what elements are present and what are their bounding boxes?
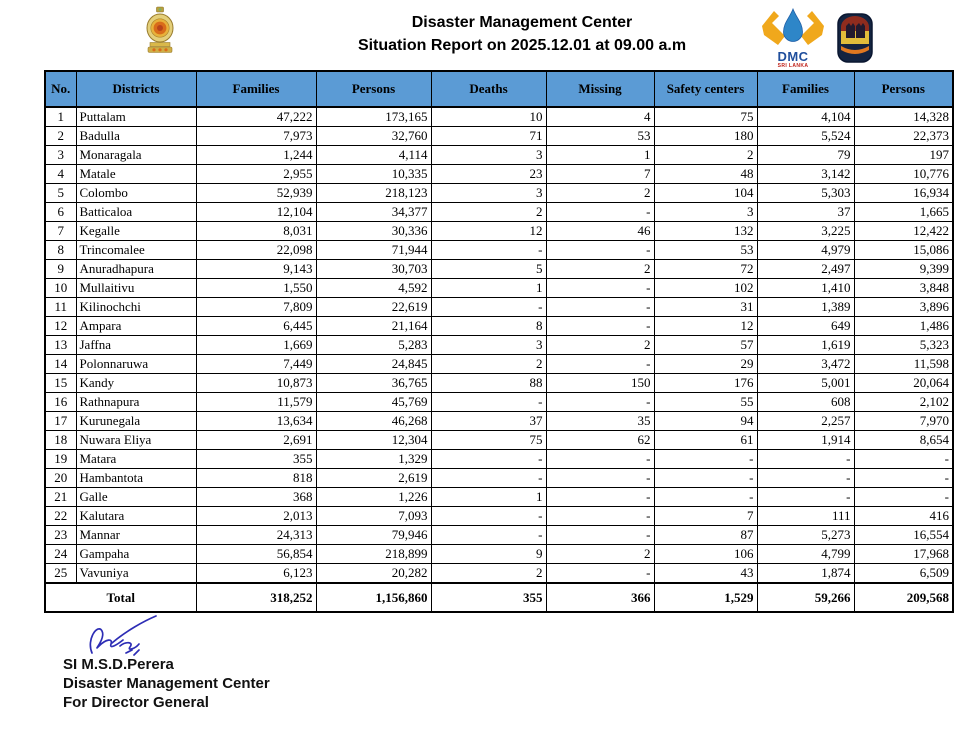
- cell-value: -: [654, 469, 757, 488]
- cell-row-number: 2: [45, 127, 76, 146]
- cell-value: 1,226: [316, 488, 431, 507]
- cell-value: 29: [654, 355, 757, 374]
- report-title: [358, 11, 686, 57]
- table-row: [45, 564, 953, 584]
- cell-value: 43: [654, 564, 757, 584]
- cell-value: 2: [431, 203, 546, 222]
- table-row: [45, 393, 953, 412]
- signature-block: [63, 655, 270, 712]
- cell-value: 7,449: [196, 355, 316, 374]
- cell-value: 10,335: [316, 165, 431, 184]
- cell-row-number: 10: [45, 279, 76, 298]
- total-persons-safe: 209,568: [854, 583, 953, 612]
- cell-district: Monaragala: [76, 146, 196, 165]
- cell-value: 47,222: [196, 107, 316, 127]
- cell-value: 22,373: [854, 127, 953, 146]
- cell-district: Matale: [76, 165, 196, 184]
- table-row: [45, 488, 953, 507]
- cell-value: 12,104: [196, 203, 316, 222]
- cell-row-number: 11: [45, 298, 76, 317]
- cell-value: 197: [854, 146, 953, 165]
- cell-value: 46,268: [316, 412, 431, 431]
- table-row: [45, 260, 953, 279]
- cell-value: -: [854, 488, 953, 507]
- cell-district: Matara: [76, 450, 196, 469]
- cell-value: 20,064: [854, 374, 953, 393]
- cell-value: 3: [654, 203, 757, 222]
- cell-value: 1,329: [316, 450, 431, 469]
- cell-value: 102: [654, 279, 757, 298]
- cell-value: -: [757, 469, 854, 488]
- cell-value: 9,399: [854, 260, 953, 279]
- cell-value: 2,955: [196, 165, 316, 184]
- cell-row-number: 8: [45, 241, 76, 260]
- cell-value: 3,225: [757, 222, 854, 241]
- cell-value: 35: [546, 412, 654, 431]
- cell-value: 2,102: [854, 393, 953, 412]
- cell-value: 8: [431, 317, 546, 336]
- cell-value: 1,550: [196, 279, 316, 298]
- cell-value: 150: [546, 374, 654, 393]
- cell-value: 14,328: [854, 107, 953, 127]
- cell-value: 56,854: [196, 545, 316, 564]
- dmc-hands-drop-icon: [760, 8, 826, 46]
- cell-value: 94: [654, 412, 757, 431]
- cell-district: Kegalle: [76, 222, 196, 241]
- column-header-districts-1: Districts: [76, 71, 196, 107]
- cell-value: 5,001: [757, 374, 854, 393]
- cell-row-number: 4: [45, 165, 76, 184]
- cell-value: 7,809: [196, 298, 316, 317]
- cell-row-number: 6: [45, 203, 76, 222]
- cell-value: 1,874: [757, 564, 854, 584]
- cell-value: 22,619: [316, 298, 431, 317]
- cell-value: 88: [431, 374, 546, 393]
- cell-district: Colombo: [76, 184, 196, 203]
- table-row: [45, 317, 953, 336]
- cell-district: Jaffna: [76, 336, 196, 355]
- column-header-families-7: Families: [757, 71, 854, 107]
- cell-district: Puttalam: [76, 107, 196, 127]
- cell-value: 10: [431, 107, 546, 127]
- cell-value: -: [546, 298, 654, 317]
- cell-value: 12: [654, 317, 757, 336]
- cell-row-number: 12: [45, 317, 76, 336]
- cell-value: 71: [431, 127, 546, 146]
- cell-district: Rathnapura: [76, 393, 196, 412]
- table-row: [45, 469, 953, 488]
- cell-value: 7: [654, 507, 757, 526]
- table-total-row: [45, 583, 953, 612]
- cell-value: 1: [546, 146, 654, 165]
- cell-value: -: [546, 526, 654, 545]
- cell-value: 2,619: [316, 469, 431, 488]
- cell-district: Badulla: [76, 127, 196, 146]
- cell-row-number: 21: [45, 488, 76, 507]
- cell-value: 5,303: [757, 184, 854, 203]
- table-row: [45, 222, 953, 241]
- cell-value: 2: [654, 146, 757, 165]
- cell-value: 180: [654, 127, 757, 146]
- table-header-row: [45, 71, 953, 107]
- column-header-missing-5: Missing: [546, 71, 654, 107]
- cell-value: -: [546, 355, 654, 374]
- cell-value: 2: [546, 260, 654, 279]
- cell-value: 30,703: [316, 260, 431, 279]
- cell-value: 7: [546, 165, 654, 184]
- cell-value: 6,123: [196, 564, 316, 584]
- cell-value: 7,970: [854, 412, 953, 431]
- cell-value: 31: [654, 298, 757, 317]
- cell-value: -: [654, 450, 757, 469]
- cell-value: 12: [431, 222, 546, 241]
- cell-value: -: [546, 564, 654, 584]
- cell-value: -: [654, 488, 757, 507]
- cell-value: 17,968: [854, 545, 953, 564]
- cell-district: Kilinochchi: [76, 298, 196, 317]
- cell-value: 57: [654, 336, 757, 355]
- cell-value: 12,422: [854, 222, 953, 241]
- cell-value: 1,665: [854, 203, 953, 222]
- cell-value: 45,769: [316, 393, 431, 412]
- cell-district: Vavuniya: [76, 564, 196, 584]
- cell-value: 4,799: [757, 545, 854, 564]
- cell-district: Kurunegala: [76, 412, 196, 431]
- cell-value: 173,165: [316, 107, 431, 127]
- cell-row-number: 17: [45, 412, 76, 431]
- cell-value: 61: [654, 431, 757, 450]
- total-families: 318,252: [196, 583, 316, 612]
- cell-value: 2,013: [196, 507, 316, 526]
- cell-row-number: 1: [45, 107, 76, 127]
- table-row: [45, 165, 953, 184]
- table-row: [45, 336, 953, 355]
- column-header-persons-8: Persons: [854, 71, 953, 107]
- cell-value: -: [431, 469, 546, 488]
- situation-report-table: [44, 70, 954, 613]
- cell-district: Hambantota: [76, 469, 196, 488]
- cell-value: 106: [654, 545, 757, 564]
- cell-value: 9,143: [196, 260, 316, 279]
- cell-value: 2,497: [757, 260, 854, 279]
- signatory-role: For Director General: [63, 694, 209, 711]
- total-label: Total: [45, 583, 196, 612]
- cell-value: -: [431, 450, 546, 469]
- cell-value: 1,486: [854, 317, 953, 336]
- table-row: [45, 450, 953, 469]
- column-header-families-2: Families: [196, 71, 316, 107]
- cell-row-number: 18: [45, 431, 76, 450]
- ministry-crest-icon: [837, 13, 873, 63]
- cell-value: 75: [654, 107, 757, 127]
- cell-value: 2: [546, 545, 654, 564]
- column-header-deaths-4: Deaths: [431, 71, 546, 107]
- cell-value: 2: [546, 184, 654, 203]
- cell-value: 16,934: [854, 184, 953, 203]
- cell-value: 818: [196, 469, 316, 488]
- dmc-logo: [757, 8, 829, 69]
- cell-value: 24,845: [316, 355, 431, 374]
- cell-value: 2,257: [757, 412, 854, 431]
- cell-row-number: 14: [45, 355, 76, 374]
- table-row: [45, 355, 953, 374]
- table-row: [45, 107, 953, 127]
- cell-value: 1: [431, 279, 546, 298]
- cell-value: 3: [431, 184, 546, 203]
- cell-value: 79: [757, 146, 854, 165]
- cell-value: 176: [654, 374, 757, 393]
- cell-row-number: 13: [45, 336, 76, 355]
- cell-value: 1,410: [757, 279, 854, 298]
- cell-value: -: [431, 393, 546, 412]
- dmc-logo-abbr: DMC: [777, 49, 809, 64]
- cell-value: 11,598: [854, 355, 953, 374]
- table-row: [45, 279, 953, 298]
- table-row: [45, 412, 953, 431]
- table-row: [45, 184, 953, 203]
- cell-district: Batticaloa: [76, 203, 196, 222]
- cell-value: 608: [757, 393, 854, 412]
- title-line2: Situation Report on 2025.12.01 at 09.00 a.m: [357, 37, 687, 54]
- cell-district: Galle: [76, 488, 196, 507]
- cell-value: 53: [654, 241, 757, 260]
- cell-value: 1,914: [757, 431, 854, 450]
- cell-district: Trincomalee: [76, 241, 196, 260]
- cell-value: 2,691: [196, 431, 316, 450]
- cell-value: 4,114: [316, 146, 431, 165]
- cell-value: 37: [757, 203, 854, 222]
- cell-value: -: [757, 488, 854, 507]
- cell-value: -: [757, 450, 854, 469]
- cell-row-number: 20: [45, 469, 76, 488]
- title-line1: Disaster Management Center: [411, 14, 633, 31]
- cell-value: -: [546, 488, 654, 507]
- cell-row-number: 7: [45, 222, 76, 241]
- cell-value: 416: [854, 507, 953, 526]
- cell-value: -: [431, 526, 546, 545]
- cell-district: Nuwara Eliya: [76, 431, 196, 450]
- cell-district: Anuradhapura: [76, 260, 196, 279]
- cell-district: Polonnaruwa: [76, 355, 196, 374]
- cell-value: 7,973: [196, 127, 316, 146]
- cell-value: 111: [757, 507, 854, 526]
- cell-value: 53: [546, 127, 654, 146]
- cell-value: -: [546, 203, 654, 222]
- cell-row-number: 3: [45, 146, 76, 165]
- column-header-no--0: No.: [45, 71, 76, 107]
- cell-district: Ampara: [76, 317, 196, 336]
- cell-value: 8,654: [854, 431, 953, 450]
- cell-value: -: [431, 507, 546, 526]
- total-persons: 1,156,860: [316, 583, 431, 612]
- cell-value: -: [431, 298, 546, 317]
- cell-row-number: 16: [45, 393, 76, 412]
- cell-value: 11,579: [196, 393, 316, 412]
- cell-value: 75: [431, 431, 546, 450]
- cell-value: 24,313: [196, 526, 316, 545]
- cell-value: 36,765: [316, 374, 431, 393]
- cell-district: Mullaitivu: [76, 279, 196, 298]
- cell-district: Kalutara: [76, 507, 196, 526]
- cell-value: 104: [654, 184, 757, 203]
- table-row: [45, 526, 953, 545]
- cell-value: 20,282: [316, 564, 431, 584]
- total-safety-centers: 1,529: [654, 583, 757, 612]
- cell-row-number: 24: [45, 545, 76, 564]
- cell-value: 5,283: [316, 336, 431, 355]
- cell-value: 649: [757, 317, 854, 336]
- cell-value: -: [854, 450, 953, 469]
- column-header-persons-3: Persons: [316, 71, 431, 107]
- cell-value: -: [546, 393, 654, 412]
- table-row: [45, 241, 953, 260]
- cell-value: 2: [431, 355, 546, 374]
- column-header-safety-centers-6: Safety centers: [654, 71, 757, 107]
- cell-value: 5,323: [854, 336, 953, 355]
- cell-value: 3,848: [854, 279, 953, 298]
- cell-value: 4,104: [757, 107, 854, 127]
- table-row: [45, 127, 953, 146]
- cell-value: 9: [431, 545, 546, 564]
- table-row: [45, 146, 953, 165]
- cell-value: 4,592: [316, 279, 431, 298]
- cell-value: 23: [431, 165, 546, 184]
- cell-value: 79,946: [316, 526, 431, 545]
- cell-row-number: 5: [45, 184, 76, 203]
- cell-value: -: [546, 469, 654, 488]
- cell-district: Kandy: [76, 374, 196, 393]
- cell-row-number: 22: [45, 507, 76, 526]
- cell-value: -: [546, 241, 654, 260]
- cell-value: 15,086: [854, 241, 953, 260]
- cell-value: 218,123: [316, 184, 431, 203]
- cell-value: 12,304: [316, 431, 431, 450]
- cell-value: 16,554: [854, 526, 953, 545]
- signatory-org: Disaster Management Center: [63, 675, 270, 692]
- cell-value: 1,669: [196, 336, 316, 355]
- cell-value: 2: [546, 336, 654, 355]
- table-row: [45, 431, 953, 450]
- cell-row-number: 15: [45, 374, 76, 393]
- cell-value: 87: [654, 526, 757, 545]
- cell-value: 34,377: [316, 203, 431, 222]
- cell-value: 3: [431, 336, 546, 355]
- cell-value: 5,273: [757, 526, 854, 545]
- table-row: [45, 203, 953, 222]
- cell-value: 3: [431, 146, 546, 165]
- cell-district: Mannar: [76, 526, 196, 545]
- cell-value: 1,389: [757, 298, 854, 317]
- cell-value: 368: [196, 488, 316, 507]
- cell-row-number: 25: [45, 564, 76, 584]
- total-deaths: 355: [431, 583, 546, 612]
- cell-value: 5,524: [757, 127, 854, 146]
- cell-value: -: [546, 279, 654, 298]
- cell-value: -: [431, 241, 546, 260]
- dmc-logo-subtitle: SRI LANKA: [777, 63, 809, 69]
- cell-row-number: 19: [45, 450, 76, 469]
- cell-value: 8,031: [196, 222, 316, 241]
- cell-value: 132: [654, 222, 757, 241]
- cell-value: 3,896: [854, 298, 953, 317]
- cell-value: 1,244: [196, 146, 316, 165]
- table-row: [45, 545, 953, 564]
- cell-row-number: 9: [45, 260, 76, 279]
- total-families-safe: 59,266: [757, 583, 854, 612]
- cell-value: 62: [546, 431, 654, 450]
- signatory-name: SI M.S.D.Perera: [63, 656, 174, 673]
- cell-value: 5: [431, 260, 546, 279]
- cell-value: 55: [654, 393, 757, 412]
- cell-value: 3,472: [757, 355, 854, 374]
- cell-value: 10,873: [196, 374, 316, 393]
- cell-value: 52,939: [196, 184, 316, 203]
- cell-value: 22,098: [196, 241, 316, 260]
- cell-value: -: [854, 469, 953, 488]
- cell-value: 1,619: [757, 336, 854, 355]
- cell-value: 3,142: [757, 165, 854, 184]
- table-body: [45, 107, 953, 583]
- cell-value: 355: [196, 450, 316, 469]
- sri-lanka-emblem-icon: [144, 6, 176, 54]
- cell-value: 46: [546, 222, 654, 241]
- cell-value: 10,776: [854, 165, 953, 184]
- cell-value: 71,944: [316, 241, 431, 260]
- cell-value: 218,899: [316, 545, 431, 564]
- cell-value: 6,445: [196, 317, 316, 336]
- cell-value: 13,634: [196, 412, 316, 431]
- cell-row-number: 23: [45, 526, 76, 545]
- table-row: [45, 374, 953, 393]
- cell-value: 21,164: [316, 317, 431, 336]
- cell-value: 37: [431, 412, 546, 431]
- cell-value: 2: [431, 564, 546, 584]
- cell-value: 6,509: [854, 564, 953, 584]
- table-row: [45, 507, 953, 526]
- cell-value: 7,093: [316, 507, 431, 526]
- cell-value: 4,979: [757, 241, 854, 260]
- table-row: [45, 298, 953, 317]
- total-missing: 366: [546, 583, 654, 612]
- cell-value: -: [546, 507, 654, 526]
- cell-value: 48: [654, 165, 757, 184]
- cell-value: -: [546, 450, 654, 469]
- cell-value: -: [546, 317, 654, 336]
- cell-value: 32,760: [316, 127, 431, 146]
- cell-value: 4: [546, 107, 654, 127]
- cell-value: 72: [654, 260, 757, 279]
- cell-value: 30,336: [316, 222, 431, 241]
- cell-value: 1: [431, 488, 546, 507]
- cell-district: Gampaha: [76, 545, 196, 564]
